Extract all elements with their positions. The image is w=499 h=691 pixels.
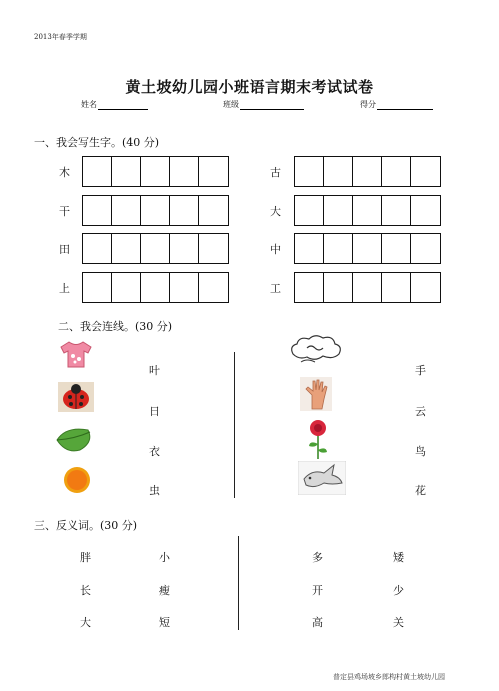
match-word[interactable]: 衣 [149, 445, 160, 458]
class-field[interactable] [223, 99, 304, 110]
class-label: 班级 [223, 100, 239, 109]
cloud-icon [287, 332, 345, 366]
antonym-word[interactable]: 开 [312, 584, 323, 597]
write-char: 中 [270, 243, 281, 256]
section3-divider [238, 536, 239, 630]
hand-icon [300, 377, 332, 411]
leaf-icon [54, 426, 96, 454]
write-char: 上 [59, 282, 70, 295]
footer-school: 普定县鸡场坡乡郎构村黄土坡幼儿园 [333, 673, 445, 681]
page-title: 黄土坡幼儿园小班语言期末考试试卷 [125, 78, 374, 96]
section2-divider [234, 352, 235, 498]
antonym-word[interactable]: 多 [312, 551, 323, 564]
match-word[interactable]: 云 [415, 405, 426, 418]
sun-picture[interactable] [60, 465, 94, 495]
sun-icon [61, 465, 93, 495]
write-char: 工 [270, 282, 281, 295]
writing-grid[interactable] [82, 195, 229, 226]
score-label: 得分 [360, 100, 376, 109]
class-blank[interactable] [240, 100, 304, 110]
semester-label: 2013年春季学期 [34, 33, 87, 41]
t-shirt-picture[interactable] [56, 339, 96, 369]
write-char: 大 [270, 205, 281, 218]
write-char: 木 [59, 166, 70, 179]
section1-heading: 一、我会写生字。(40 分) [34, 136, 160, 149]
ladybug-picture[interactable] [56, 381, 96, 413]
write-char: 田 [59, 243, 70, 256]
leaf-picture[interactable] [53, 425, 97, 455]
antonym-word[interactable]: 少 [393, 584, 404, 597]
match-word[interactable]: 鸟 [415, 445, 426, 458]
match-word[interactable]: 叶 [149, 364, 160, 377]
flower-picture[interactable] [303, 418, 333, 460]
section2-heading: 二、我会连线。(30 分) [58, 320, 173, 333]
antonym-word[interactable]: 矮 [393, 551, 404, 564]
name-label: 姓名 [81, 100, 97, 109]
ladybug-icon [58, 382, 94, 412]
flower-icon [304, 418, 332, 460]
antonym-word[interactable]: 高 [312, 616, 323, 629]
antonym-word[interactable]: 关 [393, 616, 404, 629]
match-word[interactable]: 日 [149, 405, 160, 418]
section3-heading: 三、反义词。(30 分) [34, 519, 138, 532]
antonym-word[interactable]: 大 [80, 616, 91, 629]
t-shirt-icon [57, 340, 95, 368]
bird-picture[interactable] [298, 461, 346, 495]
write-char: 古 [270, 166, 281, 179]
score-blank[interactable] [377, 100, 433, 110]
writing-grid[interactable] [294, 195, 441, 226]
match-word[interactable]: 花 [415, 484, 426, 497]
writing-grid[interactable] [82, 233, 229, 264]
write-char: 干 [59, 205, 70, 218]
match-word[interactable]: 手 [415, 364, 426, 377]
writing-grid[interactable] [294, 156, 441, 187]
antonym-word[interactable]: 小 [159, 551, 170, 564]
writing-grid[interactable] [294, 233, 441, 264]
antonym-word[interactable]: 瘦 [159, 584, 170, 597]
writing-grid[interactable] [294, 272, 441, 303]
match-word[interactable]: 虫 [149, 484, 160, 497]
hand-picture[interactable] [299, 377, 333, 411]
writing-grid[interactable] [82, 156, 229, 187]
writing-grid[interactable] [82, 272, 229, 303]
antonym-word[interactable]: 胖 [80, 551, 91, 564]
bird-icon [298, 461, 346, 495]
antonym-word[interactable]: 短 [159, 616, 170, 629]
name-blank[interactable] [98, 100, 148, 110]
name-field[interactable] [81, 99, 148, 110]
cloud-picture[interactable] [286, 331, 346, 367]
score-field[interactable] [360, 99, 433, 110]
antonym-word[interactable]: 长 [80, 584, 91, 597]
